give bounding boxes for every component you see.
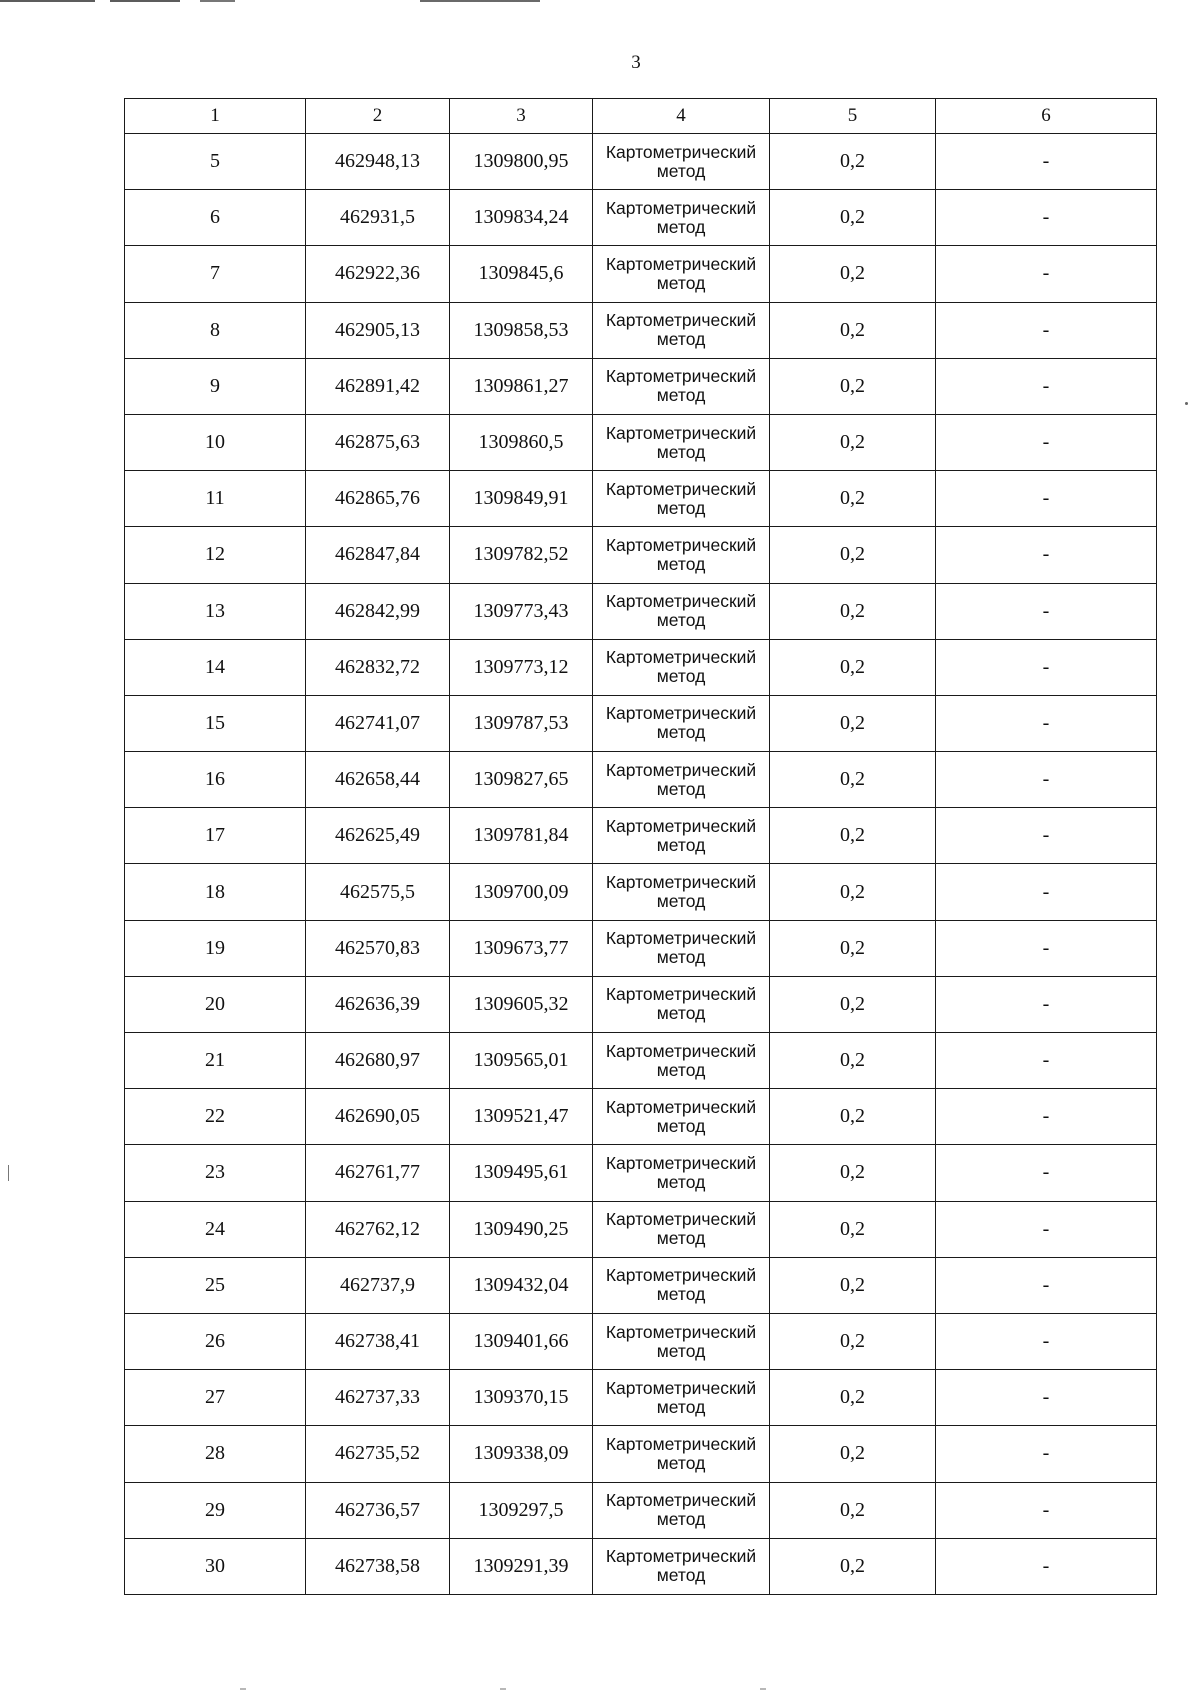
x-coordinate-cell: 462865,76 [306, 471, 450, 527]
point-number-cell: 25 [125, 1257, 306, 1313]
x-coordinate-cell: 462847,84 [306, 527, 450, 583]
method-cell [593, 358, 770, 414]
y-coordinate-cell: 1309773,43 [450, 583, 593, 639]
y-coordinate-cell: 1309338,09 [450, 1426, 593, 1482]
x-coordinate-cell: 462922,36 [306, 246, 450, 302]
accuracy-cell: 0,2 [770, 1370, 936, 1426]
x-coordinate-cell: 462738,41 [306, 1313, 450, 1369]
note-cell: - [936, 976, 1157, 1032]
note-cell: - [936, 695, 1157, 751]
method-text-line-1: Картометрический [605, 1152, 757, 1173]
note-cell: - [936, 639, 1157, 695]
method-cell [593, 1538, 770, 1594]
method-text-line-2: метод [656, 1565, 706, 1586]
note-cell: - [936, 1033, 1157, 1089]
header-row [125, 99, 1157, 134]
point-number-cell: 19 [125, 920, 306, 976]
x-coordinate-cell: 462762,12 [306, 1201, 450, 1257]
table-row [125, 1201, 1157, 1257]
header-col-3: 3 [450, 99, 593, 134]
x-coordinate-cell: 462761,77 [306, 1145, 450, 1201]
x-coordinate-cell: 462736,57 [306, 1482, 450, 1538]
x-coordinate-cell: 462738,58 [306, 1538, 450, 1594]
table-row [125, 190, 1157, 246]
method-text-line-2: метод [656, 1228, 706, 1249]
method-cell [593, 920, 770, 976]
method-cell [593, 976, 770, 1032]
note-cell: - [936, 1370, 1157, 1426]
method-text-line-2: метод [656, 553, 706, 574]
note-cell: - [936, 246, 1157, 302]
y-coordinate-cell: 1309773,12 [450, 639, 593, 695]
method-cell [593, 527, 770, 583]
table-row [125, 639, 1157, 695]
method-text-line-1: Картометрический [605, 366, 757, 387]
method-cell [593, 302, 770, 358]
coordinates-table [124, 98, 1157, 1595]
header-col-2: 2 [306, 99, 450, 134]
table-row [125, 527, 1157, 583]
x-coordinate-cell: 462741,07 [306, 695, 450, 751]
method-cell [593, 134, 770, 190]
method-cell [593, 864, 770, 920]
table-row [125, 1089, 1157, 1145]
method-text-line-2: метод [656, 385, 706, 406]
table-row [125, 134, 1157, 190]
table-row [125, 920, 1157, 976]
method-text-line-1: Картометрический [605, 253, 757, 274]
method-text-line-1: Картометрический [605, 1490, 757, 1511]
x-coordinate-cell: 462735,52 [306, 1426, 450, 1482]
table-row [125, 414, 1157, 470]
note-cell: - [936, 1426, 1157, 1482]
point-number-cell: 11 [125, 471, 306, 527]
x-coordinate-cell: 462948,13 [306, 134, 450, 190]
note-cell: - [936, 414, 1157, 470]
point-number-cell: 29 [125, 1482, 306, 1538]
method-text-line-1: Картометрический [605, 984, 757, 1005]
note-cell: - [936, 752, 1157, 808]
y-coordinate-cell: 1309291,39 [450, 1538, 593, 1594]
x-coordinate-cell: 462575,5 [306, 864, 450, 920]
method-cell [593, 1145, 770, 1201]
method-cell [593, 583, 770, 639]
point-number-cell: 30 [125, 1538, 306, 1594]
table-row [125, 1145, 1157, 1201]
point-number-cell: 22 [125, 1089, 306, 1145]
method-cell [593, 1370, 770, 1426]
y-coordinate-cell: 1309827,65 [450, 752, 593, 808]
accuracy-cell: 0,2 [770, 1257, 936, 1313]
method-text-line-2: метод [656, 272, 706, 293]
accuracy-cell: 0,2 [770, 1313, 936, 1369]
note-cell: - [936, 1257, 1157, 1313]
method-text-line-2: метод [656, 497, 706, 518]
y-coordinate-cell: 1309521,47 [450, 1089, 593, 1145]
point-number-cell: 5 [125, 134, 306, 190]
x-coordinate-cell: 462658,44 [306, 752, 450, 808]
point-number-cell: 21 [125, 1033, 306, 1089]
method-text-line-1: Картометрический [605, 759, 757, 780]
table-body [125, 134, 1157, 1595]
note-cell: - [936, 1538, 1157, 1594]
method-cell [593, 639, 770, 695]
accuracy-cell: 0,2 [770, 583, 936, 639]
accuracy-cell: 0,2 [770, 246, 936, 302]
accuracy-cell: 0,2 [770, 1426, 936, 1482]
x-coordinate-cell: 462690,05 [306, 1089, 450, 1145]
y-coordinate-cell: 1309861,27 [450, 358, 593, 414]
y-coordinate-cell: 1309860,5 [450, 414, 593, 470]
scan-bottom-edge-marks [240, 1688, 1000, 1690]
note-cell: - [936, 1089, 1157, 1145]
note-cell: - [936, 1201, 1157, 1257]
y-coordinate-cell: 1309781,84 [450, 808, 593, 864]
x-coordinate-cell: 462570,83 [306, 920, 450, 976]
table-row [125, 808, 1157, 864]
method-text-line-2: метод [656, 1284, 706, 1305]
method-cell [593, 1482, 770, 1538]
accuracy-cell: 0,2 [770, 808, 936, 864]
method-text-line-2: метод [656, 666, 706, 687]
method-text-line-1: Картометрический [605, 928, 757, 949]
method-text-line-2: метод [656, 1171, 706, 1192]
y-coordinate-cell: 1309370,15 [450, 1370, 593, 1426]
point-number-cell: 26 [125, 1313, 306, 1369]
method-text-line-1: Картометрический [605, 872, 757, 893]
note-cell: - [936, 583, 1157, 639]
point-number-cell: 13 [125, 583, 306, 639]
x-coordinate-cell: 462737,9 [306, 1257, 450, 1313]
point-number-cell: 12 [125, 527, 306, 583]
accuracy-cell: 0,2 [770, 358, 936, 414]
table-row [125, 246, 1157, 302]
point-number-cell: 10 [125, 414, 306, 470]
accuracy-cell: 0,2 [770, 1201, 936, 1257]
accuracy-cell: 0,2 [770, 864, 936, 920]
accuracy-cell: 0,2 [770, 190, 936, 246]
note-cell: - [936, 1145, 1157, 1201]
y-coordinate-cell: 1309800,95 [450, 134, 593, 190]
point-number-cell: 23 [125, 1145, 306, 1201]
method-text-line-1: Картометрический [605, 141, 757, 162]
method-text-line-2: метод [656, 329, 706, 350]
method-text-line-1: Картометрический [605, 1096, 757, 1117]
method-text-line-1: Картометрический [605, 1265, 757, 1286]
method-text-line-1: Картометрический [605, 1433, 757, 1454]
method-cell [593, 414, 770, 470]
note-cell: - [936, 190, 1157, 246]
method-text-line-2: метод [656, 441, 706, 462]
header-col-4: 4 [593, 99, 770, 134]
point-number-cell: 20 [125, 976, 306, 1032]
method-text-line-2: метод [656, 778, 706, 799]
x-coordinate-cell: 462842,99 [306, 583, 450, 639]
y-coordinate-cell: 1309834,24 [450, 190, 593, 246]
accuracy-cell: 0,2 [770, 752, 936, 808]
scan-speck [1185, 402, 1188, 405]
x-coordinate-cell: 462680,97 [306, 1033, 450, 1089]
x-coordinate-cell: 462931,5 [306, 190, 450, 246]
table-row [125, 358, 1157, 414]
x-coordinate-cell: 462891,42 [306, 358, 450, 414]
method-text-line-2: метод [656, 1059, 706, 1080]
y-coordinate-cell: 1309782,52 [450, 527, 593, 583]
note-cell: - [936, 527, 1157, 583]
y-coordinate-cell: 1309297,5 [450, 1482, 593, 1538]
point-number-cell: 17 [125, 808, 306, 864]
table-row [125, 1426, 1157, 1482]
method-text-line-1: Картометрический [605, 647, 757, 668]
y-coordinate-cell: 1309700,09 [450, 864, 593, 920]
scan-top-edge-marks [0, 0, 540, 2]
method-text-line-1: Картометрический [605, 534, 757, 555]
accuracy-cell: 0,2 [770, 302, 936, 358]
table-row [125, 1033, 1157, 1089]
point-number-cell: 8 [125, 302, 306, 358]
method-text-line-2: метод [656, 216, 706, 237]
method-text-line-1: Картометрический [605, 1040, 757, 1061]
accuracy-cell: 0,2 [770, 1538, 936, 1594]
method-text-line-1: Картометрический [605, 815, 757, 836]
table-row [125, 1538, 1157, 1594]
point-number-cell: 15 [125, 695, 306, 751]
method-cell [593, 1201, 770, 1257]
point-number-cell: 9 [125, 358, 306, 414]
method-text-line-2: метод [656, 891, 706, 912]
method-text-line-1: Картометрический [605, 703, 757, 724]
scan-left-mark [8, 1165, 9, 1181]
method-cell [593, 471, 770, 527]
method-text-line-1: Картометрический [605, 1209, 757, 1230]
method-text-line-2: метод [656, 1509, 706, 1530]
method-text-line-2: метод [656, 947, 706, 968]
y-coordinate-cell: 1309858,53 [450, 302, 593, 358]
method-cell [593, 246, 770, 302]
method-text-line-2: метод [656, 1452, 706, 1473]
x-coordinate-cell: 462625,49 [306, 808, 450, 864]
method-cell [593, 1257, 770, 1313]
point-number-cell: 24 [125, 1201, 306, 1257]
y-coordinate-cell: 1309605,32 [450, 976, 593, 1032]
y-coordinate-cell: 1309845,6 [450, 246, 593, 302]
accuracy-cell: 0,2 [770, 639, 936, 695]
x-coordinate-cell: 462737,33 [306, 1370, 450, 1426]
table-row [125, 583, 1157, 639]
x-coordinate-cell: 462636,39 [306, 976, 450, 1032]
method-text-line-1: Картометрический [605, 310, 757, 331]
header-col-5: 5 [770, 99, 936, 134]
table-row [125, 864, 1157, 920]
table-row [125, 695, 1157, 751]
table-row [125, 1257, 1157, 1313]
note-cell: - [936, 134, 1157, 190]
method-text-line-1: Картометрический [605, 478, 757, 499]
y-coordinate-cell: 1309432,04 [450, 1257, 593, 1313]
point-number-cell: 16 [125, 752, 306, 808]
accuracy-cell: 0,2 [770, 1089, 936, 1145]
point-number-cell: 27 [125, 1370, 306, 1426]
point-number-cell: 14 [125, 639, 306, 695]
method-cell [593, 1089, 770, 1145]
method-cell [593, 808, 770, 864]
method-text-line-2: метод [656, 1115, 706, 1136]
method-text-line-2: метод [656, 160, 706, 181]
method-text-line-1: Картометрический [605, 1321, 757, 1342]
y-coordinate-cell: 1309565,01 [450, 1033, 593, 1089]
note-cell: - [936, 358, 1157, 414]
accuracy-cell: 0,2 [770, 527, 936, 583]
header-col-6: 6 [936, 99, 1157, 134]
method-cell [593, 1313, 770, 1369]
method-text-line-2: метод [656, 834, 706, 855]
note-cell: - [936, 471, 1157, 527]
y-coordinate-cell: 1309495,61 [450, 1145, 593, 1201]
x-coordinate-cell: 462832,72 [306, 639, 450, 695]
note-cell: - [936, 1482, 1157, 1538]
method-cell [593, 1033, 770, 1089]
y-coordinate-cell: 1309401,66 [450, 1313, 593, 1369]
method-cell [593, 752, 770, 808]
page-number: 3 [631, 52, 641, 73]
method-cell [593, 190, 770, 246]
note-cell: - [936, 302, 1157, 358]
method-text-line-2: метод [656, 610, 706, 631]
note-cell: - [936, 808, 1157, 864]
point-number-cell: 18 [125, 864, 306, 920]
table-row [125, 471, 1157, 527]
y-coordinate-cell: 1309849,91 [450, 471, 593, 527]
method-cell [593, 1426, 770, 1482]
table-row [125, 1370, 1157, 1426]
method-text-line-2: метод [656, 722, 706, 743]
method-text-line-1: Картометрический [605, 197, 757, 218]
accuracy-cell: 0,2 [770, 471, 936, 527]
method-cell [593, 695, 770, 751]
table-row [125, 1482, 1157, 1538]
y-coordinate-cell: 1309787,53 [450, 695, 593, 751]
accuracy-cell: 0,2 [770, 1482, 936, 1538]
accuracy-cell: 0,2 [770, 1033, 936, 1089]
method-text-line-2: метод [656, 1396, 706, 1417]
table-row [125, 976, 1157, 1032]
accuracy-cell: 0,2 [770, 134, 936, 190]
accuracy-cell: 0,2 [770, 920, 936, 976]
method-text-line-1: Картометрический [605, 1546, 757, 1567]
method-text-line-1: Картометрический [605, 422, 757, 443]
y-coordinate-cell: 1309490,25 [450, 1201, 593, 1257]
table-row [125, 1313, 1157, 1369]
header-col-1: 1 [125, 99, 306, 134]
accuracy-cell: 0,2 [770, 1145, 936, 1201]
method-text-line-1: Картометрический [605, 1377, 757, 1398]
note-cell: - [936, 1313, 1157, 1369]
y-coordinate-cell: 1309673,77 [450, 920, 593, 976]
table-header [125, 99, 1157, 134]
note-cell: - [936, 864, 1157, 920]
table-row [125, 752, 1157, 808]
accuracy-cell: 0,2 [770, 976, 936, 1032]
accuracy-cell: 0,2 [770, 695, 936, 751]
point-number-cell: 6 [125, 190, 306, 246]
method-text-line-2: метод [656, 1340, 706, 1361]
accuracy-cell: 0,2 [770, 414, 936, 470]
x-coordinate-cell: 462875,63 [306, 414, 450, 470]
x-coordinate-cell: 462905,13 [306, 302, 450, 358]
point-number-cell: 28 [125, 1426, 306, 1482]
table-row [125, 302, 1157, 358]
point-number-cell: 7 [125, 246, 306, 302]
note-cell: - [936, 920, 1157, 976]
method-text-line-1: Картометрический [605, 591, 757, 612]
method-text-line-2: метод [656, 1003, 706, 1024]
